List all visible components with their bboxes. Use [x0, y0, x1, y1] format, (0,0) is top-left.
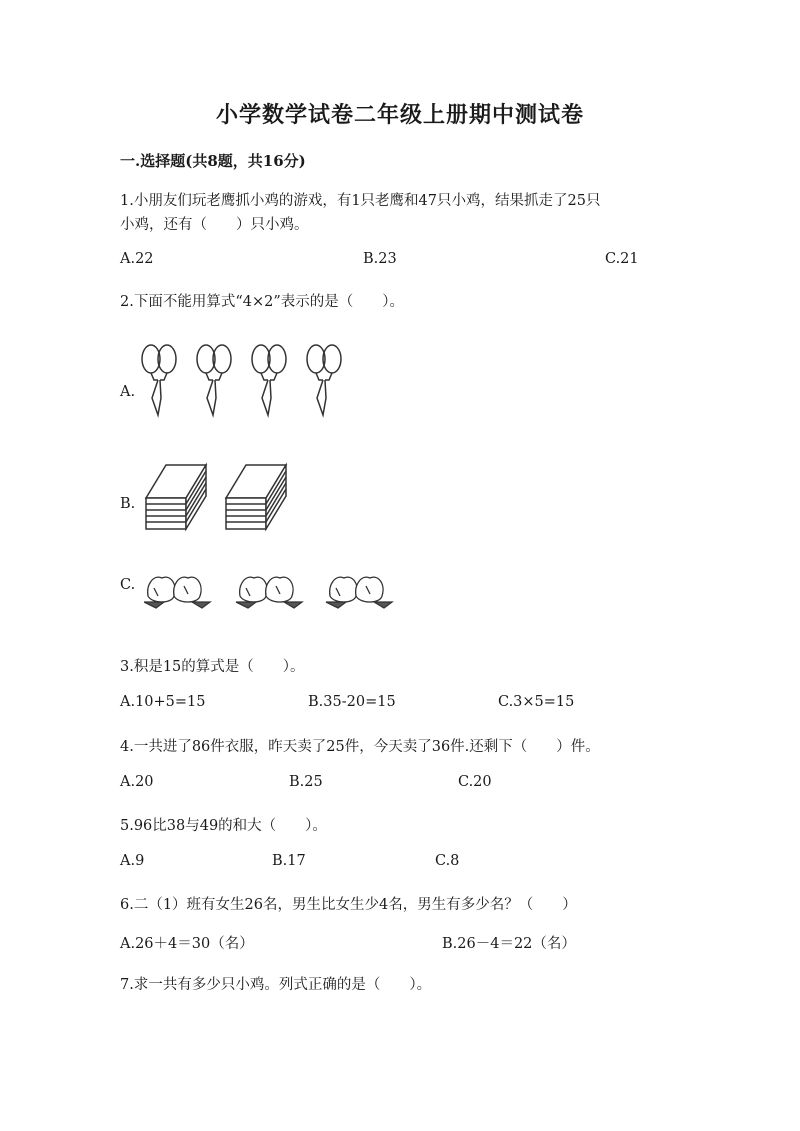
question-2-option-b: B. — [120, 496, 136, 512]
question-4-option-a: A.20 — [120, 774, 154, 790]
question-4-option-b: B.25 — [289, 774, 323, 790]
question-2-option-c: C. — [120, 577, 136, 593]
question-6-text: 6.二（1）班有女生26名，男生比女生少4名，男生有多少名？（ ） — [120, 897, 577, 913]
question-1-line-1: 1.小朋友们玩老鹰抓小鸡的游戏，有1只老鹰和47只小鸡，结果抓走了25只 — [120, 193, 601, 209]
question-4-option-c: C.20 — [458, 774, 492, 790]
page-title: 小学数学试卷二年级上册期中测试卷 — [215, 102, 584, 128]
question-5-option-a: A.9 — [120, 853, 145, 869]
question-3-option-a: A.10+5=15 — [120, 694, 206, 710]
peach-pairs-icon — [144, 570, 394, 612]
question-3-text: 3.积是15的算式是（ ）。 — [120, 659, 305, 675]
question-3-option-c: C.3×5=15 — [498, 694, 575, 710]
question-3-option-b: B.35-20=15 — [308, 694, 396, 710]
balloon-pairs-icon — [138, 342, 360, 418]
question-1-line-2: 小鸡，还有（ ）只小鸡。 — [120, 217, 309, 233]
question-1-option-a: A.22 — [120, 251, 154, 267]
stacked-boxes-icon — [142, 462, 288, 532]
question-5-option-c: C.8 — [435, 853, 460, 869]
question-2-option-a: A. — [120, 384, 136, 400]
question-6-option-b: B.26－4＝22（名） — [442, 936, 576, 952]
question-5-text: 5.96比38与49的和大（ ）。 — [120, 818, 327, 834]
question-1-option-b: B.23 — [363, 251, 397, 267]
question-1-option-c: C.21 — [605, 251, 639, 267]
section-heading: 一.选择题(共8题，共16分) — [120, 152, 306, 170]
question-6-option-a: A.26＋4＝30（名） — [120, 936, 254, 952]
question-2-text: 2.下面不能用算式“4×2”表示的是（ ）。 — [120, 294, 405, 310]
question-4-text: 4.一共进了86件衣服，昨天卖了25件，今天卖了36件.还剩下（ ）件。 — [120, 739, 600, 755]
question-5-option-b: B.17 — [272, 853, 306, 869]
question-7-text: 7.求一共有多少只小鸡。列式正确的是（ ）。 — [120, 977, 432, 993]
